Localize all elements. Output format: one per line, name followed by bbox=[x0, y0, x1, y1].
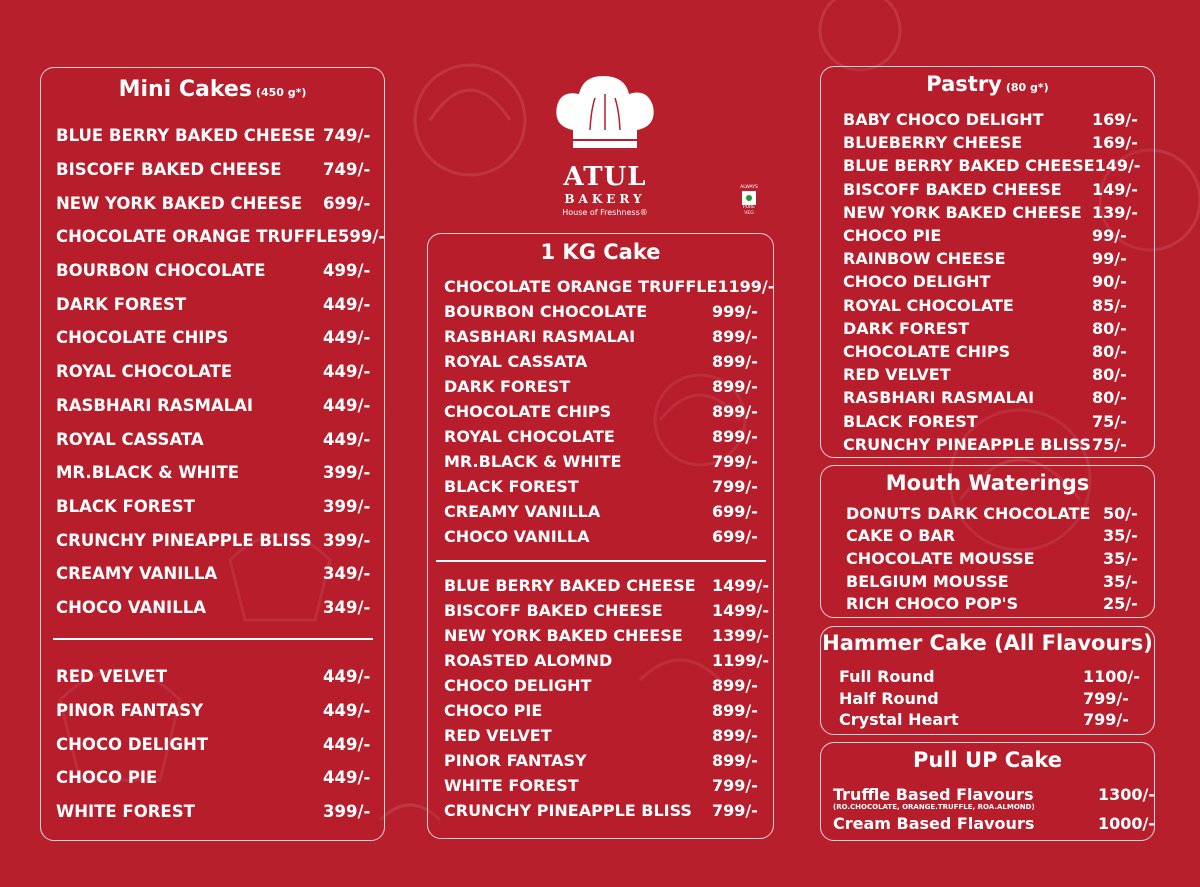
menu-item bbox=[846, 570, 1139, 593]
menu-item-name: ROASTED ALOMND bbox=[444, 651, 613, 670]
menu-item-name-block bbox=[833, 785, 1035, 811]
pastry-title-text: Pastry bbox=[926, 72, 1002, 96]
menu-item bbox=[444, 773, 764, 798]
menu-item bbox=[444, 798, 764, 823]
menu-item-name: CHOCO DELIGHT bbox=[444, 676, 592, 695]
menu-item-name: Full Round bbox=[839, 667, 935, 687]
mouth-waterings-list bbox=[846, 502, 1139, 615]
menu-item-price: 899/- bbox=[712, 701, 758, 720]
mini-cakes-weight-note: (450 g*) bbox=[255, 86, 307, 99]
menu-item-price: 799/- bbox=[712, 776, 758, 795]
menu-item-price: 35/- bbox=[1103, 571, 1138, 591]
menu-item-price: 1300/- bbox=[1098, 785, 1156, 804]
menu-item-price: 899/- bbox=[712, 726, 758, 745]
hammer-cake-list bbox=[839, 666, 1141, 731]
menu-item bbox=[444, 349, 764, 374]
menu-item-name: RASBHARI RASMALAI bbox=[56, 395, 254, 415]
menu-item-name: CHOCO PIE bbox=[843, 226, 942, 246]
menu-item-price: 1199/- bbox=[712, 651, 770, 670]
menu-item-name: CHOCOLATE ORANGE TRUFFLE bbox=[444, 277, 718, 296]
menu-item bbox=[444, 748, 764, 773]
menu-item-name: NEW YORK BAKED CHEESE bbox=[56, 193, 303, 213]
menu-item bbox=[56, 119, 371, 153]
menu-item-name: CRUNCHY PINEAPPLE BLISS bbox=[444, 801, 692, 820]
menu-item-price: 899/- bbox=[712, 352, 758, 371]
menu-item-name: CHOCO VANILLA bbox=[444, 527, 590, 546]
menu-item-name: CHOCOLATE CHIPS bbox=[56, 328, 229, 348]
menu-item-price: 999/- bbox=[712, 302, 758, 321]
menu-item bbox=[56, 287, 371, 321]
menu-item-name: ROYAL CHOCOLATE bbox=[843, 295, 1014, 315]
menu-item-name: Half Round bbox=[839, 688, 939, 708]
menu-item bbox=[444, 449, 764, 474]
menu-item-name: RAINBOW CHEESE bbox=[843, 249, 1006, 269]
brand-name: ATUL bbox=[563, 162, 647, 192]
menu-item bbox=[444, 274, 775, 299]
pull-up-cake-panel bbox=[820, 742, 1155, 841]
menu-item-name: MR.BLACK & WHITE bbox=[444, 452, 622, 471]
menu-item-price: 75/- bbox=[1092, 434, 1127, 454]
menu-item bbox=[444, 723, 764, 748]
menu-item bbox=[444, 374, 764, 399]
menu-item bbox=[833, 814, 1156, 838]
menu-item-price: 25/- bbox=[1103, 594, 1138, 614]
menu-item bbox=[444, 648, 770, 673]
pastry-title bbox=[821, 72, 1154, 96]
menu-item-name: BISCOFF BAKED CHEESE bbox=[56, 160, 282, 180]
menu-item bbox=[833, 785, 1156, 814]
menu-item-name: RED VELVET bbox=[444, 726, 552, 745]
menu-item-price: 99/- bbox=[1092, 226, 1127, 246]
menu-item bbox=[56, 389, 371, 423]
menu-item-price: 349/- bbox=[323, 597, 371, 617]
menu-item-name: RASBHARI RASMALAI bbox=[444, 327, 636, 346]
menu-item-name: BISCOFF BAKED CHEESE bbox=[444, 601, 663, 620]
pastry-list bbox=[843, 108, 1141, 456]
menu-item bbox=[56, 186, 371, 220]
menu-item-name: ROYAL CHOCOLATE bbox=[56, 362, 233, 382]
menu-item bbox=[56, 153, 371, 187]
pastry-panel bbox=[820, 66, 1155, 458]
brand-tagline: House of Freshness® bbox=[562, 208, 648, 217]
menu-item-price: 1499/- bbox=[712, 601, 770, 620]
pull-up-cake-title: Pull UP Cake bbox=[912, 748, 1063, 772]
menu-item-price: 80/- bbox=[1092, 388, 1127, 408]
menu-item-name: BOURBON CHOCOLATE bbox=[56, 261, 266, 281]
menu-item-name: BOURBON CHOCOLATE bbox=[444, 302, 648, 321]
mini-cakes-divider bbox=[53, 638, 373, 640]
menu-item bbox=[843, 409, 1138, 432]
menu-item-name: Crystal Heart bbox=[839, 710, 959, 730]
menu-item bbox=[56, 254, 371, 288]
menu-item bbox=[846, 502, 1139, 525]
menu-item-price: 399/- bbox=[323, 530, 371, 550]
menu-item-price: 449/- bbox=[323, 362, 371, 382]
menu-item-name: Truffle Based Flavours bbox=[833, 785, 1034, 804]
menu-item bbox=[444, 324, 764, 349]
menu-item-name: BLACK FOREST bbox=[444, 477, 579, 496]
menu-item-price: 75/- bbox=[1092, 411, 1127, 431]
mouth-waterings-panel bbox=[820, 465, 1155, 618]
menu-item bbox=[843, 317, 1138, 340]
menu-item bbox=[444, 623, 770, 648]
menu-item bbox=[846, 547, 1139, 570]
menu-item bbox=[444, 474, 764, 499]
menu-item bbox=[843, 363, 1138, 386]
menu-item-name: DONUTS DARK CHOCOLATE bbox=[846, 503, 1091, 523]
menu-item-price: 499/- bbox=[323, 261, 371, 281]
menu-item-price: 799/- bbox=[712, 801, 758, 820]
menu-item bbox=[56, 727, 371, 761]
menu-item bbox=[843, 247, 1138, 270]
menu-item-name: CRUNCHY PINEAPPLE BLISS bbox=[843, 434, 1091, 454]
menu-item-name: Cream Based Flavours bbox=[833, 814, 1035, 833]
veg-badge-top: ALWAYS bbox=[740, 185, 758, 190]
menu-item-price: 899/- bbox=[712, 751, 758, 770]
menu-item-price: 599/- bbox=[337, 227, 386, 247]
pull-up-cake-list bbox=[833, 785, 1156, 838]
menu-item-name: RED VELVET bbox=[56, 667, 167, 687]
menu-item-price: 50/- bbox=[1103, 503, 1138, 523]
chef-hat-icon bbox=[545, 70, 665, 160]
veg-mark-icon bbox=[742, 191, 756, 205]
menu-item-price: 85/- bbox=[1092, 295, 1127, 315]
menu-item-price: 1100/- bbox=[1083, 667, 1141, 687]
menu-item-price: 449/- bbox=[323, 768, 371, 788]
menu-item bbox=[56, 795, 371, 829]
menu-item bbox=[444, 698, 764, 723]
menu-item-price: 169/- bbox=[1092, 133, 1138, 153]
menu-item-name: BLACK FOREST bbox=[843, 411, 978, 431]
menu-item-price: 169/- bbox=[1092, 110, 1138, 130]
menu-item-name: CHOCOLATE CHIPS bbox=[444, 402, 612, 421]
menu-item bbox=[56, 490, 371, 524]
menu-item bbox=[839, 666, 1141, 688]
menu-item bbox=[444, 424, 764, 449]
menu-item bbox=[843, 178, 1138, 201]
menu-item-name: PINOR FANTASY bbox=[56, 701, 204, 721]
menu-item bbox=[56, 523, 371, 557]
bakery-logo bbox=[545, 70, 665, 230]
brand-subtitle: BAKERY bbox=[564, 192, 646, 206]
menu-item bbox=[444, 399, 764, 424]
menu-item-price: 899/- bbox=[712, 676, 758, 695]
menu-item-price: 80/- bbox=[1092, 318, 1127, 338]
menu-item-name: BLUEBERRY CHEESE bbox=[843, 133, 1023, 153]
menu-item-name: BLUE BERRY BAKED CHEESE bbox=[843, 156, 1095, 176]
menu-item bbox=[846, 525, 1139, 548]
veg-badge-bottom: PURE VEG bbox=[743, 205, 755, 216]
menu-item bbox=[843, 270, 1138, 293]
menu-item bbox=[444, 598, 770, 623]
menu-item-price: 449/- bbox=[323, 734, 371, 754]
menu-item-price: 1399/- bbox=[712, 626, 770, 645]
menu-item-name: NEW YORK BAKED CHEESE bbox=[444, 626, 683, 645]
menu-item-price: 1499/- bbox=[712, 576, 770, 595]
menu-item-name: DARK FOREST bbox=[444, 377, 571, 396]
menu-item-price: 399/- bbox=[323, 802, 371, 822]
menu-item-subnote: (RO.CHOCOLATE, ORANGE.TRUFFLE, ROA.ALMOND) bbox=[833, 803, 1035, 811]
menu-item-name: ROYAL CASSATA bbox=[56, 429, 204, 449]
menu-item-name: CAKE O BAR bbox=[846, 526, 956, 546]
menu-item-price: 149/- bbox=[1094, 156, 1141, 176]
menu-item-price: 149/- bbox=[1092, 179, 1138, 199]
menu-item bbox=[843, 433, 1138, 456]
menu-item-price: 899/- bbox=[712, 427, 758, 446]
hammer-cake-panel bbox=[820, 626, 1155, 735]
kg-cake-panel bbox=[427, 233, 774, 839]
menu-item-name: MR.BLACK & WHITE bbox=[56, 463, 240, 483]
menu-item-price: 899/- bbox=[712, 402, 758, 421]
menu-item-name: BLUE BERRY BAKED CHEESE bbox=[444, 576, 696, 595]
menu-item-name: CHOCO VANILLA bbox=[56, 597, 206, 617]
menu-item-name: CHOCOLATE MOUSSE bbox=[846, 548, 1035, 568]
menu-item-name: NEW YORK BAKED CHEESE bbox=[843, 202, 1082, 222]
menu-item-price: 449/- bbox=[323, 328, 371, 348]
menu-item bbox=[444, 673, 764, 698]
hammer-cake-title: Hammer Cake (All Flavours) bbox=[822, 631, 1153, 655]
menu-item-price: 749/- bbox=[323, 160, 371, 180]
menu-item-price: 899/- bbox=[712, 327, 758, 346]
pure-veg-badge bbox=[739, 185, 759, 215]
menu-item-name: ROYAL CHOCOLATE bbox=[444, 427, 615, 446]
menu-item-price: 449/- bbox=[323, 701, 371, 721]
menu-item-price: 449/- bbox=[323, 667, 371, 687]
menu-item-price: 699/- bbox=[712, 527, 758, 546]
menu-item-name: CREAMY VANILLA bbox=[444, 502, 601, 521]
menu-item-name: CHOCO PIE bbox=[56, 768, 158, 788]
menu-item bbox=[843, 386, 1138, 409]
menu-item-price: 799/- bbox=[1083, 688, 1129, 708]
menu-item-price: 35/- bbox=[1103, 526, 1138, 546]
menu-item-price: 90/- bbox=[1092, 272, 1127, 292]
mini-cakes-panel bbox=[40, 67, 385, 841]
menu-item-name: DARK FOREST bbox=[56, 294, 187, 314]
menu-item-name: RED VELVET bbox=[843, 365, 951, 385]
menu-item bbox=[444, 524, 764, 549]
menu-item-name: RASBHARI RASMALAI bbox=[843, 388, 1035, 408]
menu-item bbox=[56, 761, 371, 795]
menu-item-price: 139/- bbox=[1092, 202, 1138, 222]
menu-item-name: CHOCOLATE ORANGE TRUFFLE bbox=[56, 227, 338, 247]
menu-item-name: CREAMY VANILLA bbox=[56, 564, 218, 584]
menu-item-name: PINOR FANTASY bbox=[444, 751, 587, 770]
menu-item-name: CHOCO PIE bbox=[444, 701, 543, 720]
menu-item-price: 899/- bbox=[712, 377, 758, 396]
menu-item-price: 35/- bbox=[1103, 548, 1138, 568]
menu-item-price: 449/- bbox=[323, 395, 371, 415]
menu-item-price: 80/- bbox=[1092, 365, 1127, 385]
menu-item-price: 699/- bbox=[712, 502, 758, 521]
menu-item-price: 399/- bbox=[323, 496, 371, 516]
menu-item-name: CRUNCHY PINEAPPLE BLISS bbox=[56, 530, 312, 550]
mouth-waterings-title: Mouth Waterings bbox=[885, 471, 1090, 495]
menu-item-price: 799/- bbox=[1083, 710, 1129, 730]
menu-item-price: 1000/- bbox=[1098, 814, 1156, 833]
menu-item-name: WHITE FOREST bbox=[56, 802, 195, 822]
menu-item-price: 449/- bbox=[323, 294, 371, 314]
menu-item bbox=[843, 131, 1138, 154]
menu-item-price: 80/- bbox=[1092, 341, 1127, 361]
menu-item-name: CHOCO DELIGHT bbox=[56, 734, 209, 754]
menu-item-price: 99/- bbox=[1092, 249, 1127, 269]
menu-item bbox=[843, 154, 1141, 177]
menu-item-price: 449/- bbox=[323, 429, 371, 449]
menu-item-name: ROYAL CASSATA bbox=[444, 352, 588, 371]
menu-item bbox=[843, 340, 1138, 363]
menu-item bbox=[56, 660, 371, 694]
menu-item-price: 799/- bbox=[712, 477, 758, 496]
mini-cakes-title bbox=[41, 77, 384, 102]
menu-item bbox=[56, 220, 386, 254]
mini-cakes-list-2 bbox=[56, 660, 371, 828]
menu-item bbox=[444, 499, 764, 524]
kg-cake-list-2 bbox=[444, 573, 770, 823]
menu-item-name: RICH CHOCO POP'S bbox=[846, 594, 1019, 614]
menu-item-name: BELGIUM MOUSSE bbox=[846, 571, 1009, 591]
menu-item bbox=[56, 422, 371, 456]
menu-item-name: BABY CHOCO DELIGHT bbox=[843, 110, 1044, 130]
menu-item-name: WHITE FOREST bbox=[444, 776, 579, 795]
menu-item bbox=[56, 591, 371, 625]
kg-cake-list-1 bbox=[444, 274, 775, 549]
menu-item-price: 699/- bbox=[323, 193, 371, 213]
menu-item-name: CHOCO DELIGHT bbox=[843, 272, 991, 292]
mini-cakes-title-text: Mini Cakes bbox=[118, 77, 252, 102]
menu-item bbox=[843, 108, 1138, 131]
kg-cake-divider bbox=[436, 560, 766, 562]
menu-item-price: 1199/- bbox=[717, 277, 775, 296]
menu-item bbox=[846, 592, 1139, 615]
menu-item-price: 799/- bbox=[712, 452, 758, 471]
menu-item bbox=[56, 355, 371, 389]
kg-cake-title: 1 KG Cake bbox=[540, 240, 661, 264]
mini-cakes-list-1 bbox=[56, 119, 386, 624]
menu-item-name: BLACK FOREST bbox=[56, 496, 195, 516]
menu-item-name: BISCOFF BAKED CHEESE bbox=[843, 179, 1062, 199]
menu-item bbox=[839, 688, 1133, 710]
menu-item bbox=[56, 321, 371, 355]
menu-item bbox=[843, 224, 1138, 247]
menu-item bbox=[56, 694, 371, 728]
menu-item-name: CHOCOLATE CHIPS bbox=[843, 341, 1011, 361]
menu-item bbox=[56, 456, 371, 490]
menu-item bbox=[843, 294, 1138, 317]
menu-item-name: BLUE BERRY BAKED CHEESE bbox=[56, 126, 316, 146]
menu-item-name: DARK FOREST bbox=[843, 318, 970, 338]
menu-item bbox=[839, 709, 1133, 731]
menu-item-price: 749/- bbox=[323, 126, 371, 146]
menu-item bbox=[444, 299, 764, 324]
menu-item-price: 399/- bbox=[323, 463, 371, 483]
menu-item-price: 349/- bbox=[323, 564, 371, 584]
menu-item bbox=[56, 557, 371, 591]
menu-item bbox=[444, 573, 770, 598]
menu-item bbox=[843, 201, 1138, 224]
pastry-weight-note: (80 g*) bbox=[1005, 81, 1049, 94]
